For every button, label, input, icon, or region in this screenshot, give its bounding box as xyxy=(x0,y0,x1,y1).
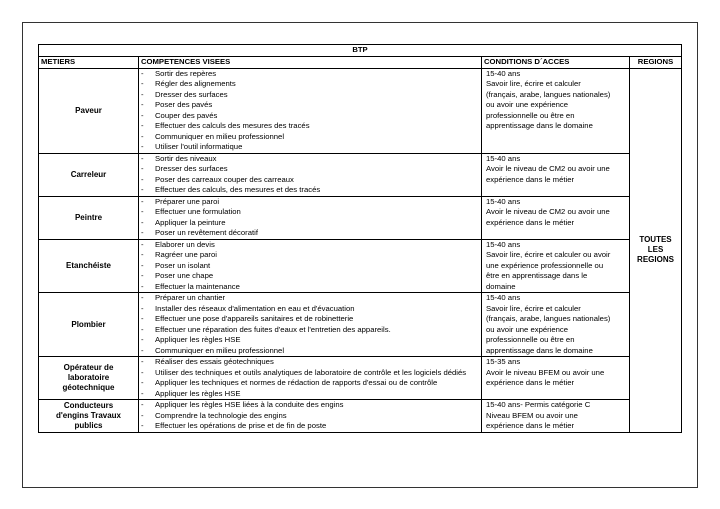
metier-cell xyxy=(39,357,139,400)
competence-item: - Régler des alignements xyxy=(139,79,481,90)
condition-line: 15-40 ans xyxy=(486,153,521,163)
condition-line: une expérience professionnelle ou xyxy=(486,260,604,270)
competences-cell xyxy=(139,400,482,433)
btp-table xyxy=(38,44,682,433)
competence-item: - Sortir des niveaux xyxy=(139,154,481,165)
competence-item: - Appliquer les techniques et normes de rédaction de rapports d'essai ou de contrôle xyxy=(139,378,481,389)
condition-line: Avoir le niveau de CM2 ou avoir une xyxy=(486,207,610,216)
competences-list xyxy=(139,69,481,153)
condition-line: Niveau BFEM ou avoir une xyxy=(486,410,578,420)
metier-cell xyxy=(39,400,139,433)
competence-item: - Ragréer une paroi xyxy=(139,250,481,261)
metier-name-line: géotechnique xyxy=(62,383,115,392)
condition-line: 15-40 ans xyxy=(486,196,521,206)
competence-item: - Effectuer la maintenance xyxy=(139,282,481,293)
competences-list xyxy=(139,154,481,196)
competence-item: - Effectuer des calculs, des mesures et des tracés xyxy=(139,185,481,196)
condition-line: ou avoir une expérience xyxy=(486,100,569,109)
competence-item: - Communiquer en milieu professionnel xyxy=(139,346,481,357)
competences-cell xyxy=(139,153,482,196)
condition-line: (français, arabe, langues nationales) xyxy=(486,314,611,323)
competence-item: - Elaborer un devis xyxy=(139,240,481,251)
conditions-cell xyxy=(482,153,630,196)
competence-item: - Poser un revêtement décoratif xyxy=(139,228,481,239)
condition-line: expérience dans le métier xyxy=(486,378,575,387)
header-regions: REGIONS xyxy=(630,57,682,69)
competence-item: - Poser une chape xyxy=(139,271,481,282)
table-row xyxy=(39,239,682,293)
condition-line: Avoir le niveau de CM2 ou avoir une xyxy=(486,164,610,173)
competence-item: - Sortir des repères xyxy=(139,69,481,80)
metier-cell xyxy=(39,293,139,357)
table-row xyxy=(39,293,682,357)
competences-list xyxy=(139,400,481,432)
condition-line: 15-40 ans xyxy=(486,68,521,78)
competence-item: - Poser des carreaux couper des carreaux xyxy=(139,175,481,186)
competences-cell xyxy=(139,357,482,400)
competences-cell xyxy=(139,68,482,153)
competence-item: - Effectuer les opérations de prise et de fin de poste xyxy=(139,421,481,432)
conditions-cell xyxy=(482,68,630,153)
condition-line: Savoir lire, écrire et calculer xyxy=(486,79,581,88)
metier-name-line: d'engins Travaux xyxy=(55,410,122,420)
table-title: BTP xyxy=(39,45,682,57)
competence-item: - Appliquer les règles HSE xyxy=(139,335,481,346)
competences-list xyxy=(139,293,481,356)
condition-line: domaine xyxy=(486,281,516,291)
conditions-cell xyxy=(482,293,630,357)
competence-item: - Réaliser des essais géotechniques xyxy=(139,357,481,368)
condition-line: 15-35 ans xyxy=(486,357,521,366)
competences-list xyxy=(139,357,481,399)
competence-item: - Utiliser l'outil informatique xyxy=(139,142,481,153)
metier-name-line: Peintre xyxy=(74,212,103,222)
conditions-cell xyxy=(482,196,630,239)
competences-cell xyxy=(139,239,482,293)
conditions-cell xyxy=(482,400,630,433)
competences-list xyxy=(139,197,481,239)
condition-line: expérience dans le métier xyxy=(486,174,575,184)
metier-name-line: Carreleur xyxy=(70,169,107,179)
competence-item: - Effectuer une formulation xyxy=(139,207,481,218)
competences-cell xyxy=(139,293,482,357)
regions-cell xyxy=(630,68,682,432)
competence-item: - Installer des réseaux d'alimentation en eau et d'évacuation xyxy=(139,304,481,315)
competence-item: - Utiliser des techniques et outils analytiques de laboratoire de contrôle et les logiciels dédiés xyxy=(139,368,481,379)
metier-cell xyxy=(39,239,139,293)
metier-cell xyxy=(39,153,139,196)
table-row xyxy=(39,196,682,239)
competence-item: - Communiquer en milieu professionnel xyxy=(139,132,481,143)
table-row xyxy=(39,153,682,196)
condition-line: être en apprentissage dans le xyxy=(486,271,588,280)
condition-line: expérience dans le métier xyxy=(486,217,575,227)
competence-item: - Dresser des surfaces xyxy=(139,90,481,101)
metier-name-line: laboratoire xyxy=(67,373,110,382)
table-row xyxy=(39,400,682,433)
header-metiers: METIERS xyxy=(39,57,139,69)
condition-line: 15-40 ans xyxy=(486,293,521,302)
competence-item: - Effectuer une pose d'appareils sanitaires et de robinetterie xyxy=(139,314,481,325)
regions-line: TOUTES xyxy=(639,235,672,244)
table-row xyxy=(39,68,682,153)
condition-line: Avoir le niveau BFEM ou avoir une xyxy=(486,367,605,377)
condition-line: apprentissage dans le domaine xyxy=(486,345,593,355)
metier-name-line: publics xyxy=(74,420,103,430)
competence-item: - Effectuer des calculs des mesures des tracés xyxy=(139,121,481,132)
metier-name-line: Conducteurs xyxy=(63,400,114,410)
header-conditions: CONDITIONS D´ACCES xyxy=(482,57,630,69)
conditions-cell xyxy=(482,357,630,400)
metier-name-line: Plombier xyxy=(71,319,106,329)
condition-line: 15-40 ans- Permis catégorie C xyxy=(486,400,591,409)
competence-item: - Appliquer la peinture xyxy=(139,218,481,229)
competence-item: - Comprendre la technologie des engins xyxy=(139,411,481,422)
conditions-cell xyxy=(482,239,630,293)
metier-cell xyxy=(39,68,139,153)
condition-line: professionnelle ou être en xyxy=(486,335,575,344)
table-row xyxy=(39,357,682,400)
competence-item: - Couper des pavés xyxy=(139,111,481,122)
condition-line: (français, arabe, langues nationales) xyxy=(486,89,611,99)
condition-line: Savoir lire, écrire et calculer ou avoir xyxy=(486,250,611,259)
regions-line: REGIONS xyxy=(637,255,674,264)
competence-item: - Appliquer les règles HSE xyxy=(139,389,481,400)
competence-item: - Préparer une paroi xyxy=(139,197,481,208)
regions-line: LES xyxy=(647,245,664,254)
header-competences: COMPETENCES VISEES xyxy=(139,57,482,69)
competence-item: - Effectuer une réparation des fuites d'eaux et l'entretien des appareils. xyxy=(139,325,481,336)
competence-item: - Poser un isolant xyxy=(139,261,481,272)
metier-name-line: Opérateur de xyxy=(63,363,114,372)
metier-name-line: Paveur xyxy=(75,105,102,115)
condition-line: Savoir lire, écrire et calculer xyxy=(486,303,581,313)
competence-item: - Appliquer les règles HSE liées à la conduite des engins xyxy=(139,400,481,411)
competence-item: - Préparer un chantier xyxy=(139,293,481,304)
metier-name-line: Etanchéiste xyxy=(66,260,111,270)
condition-line: apprentissage dans le domaine xyxy=(486,121,593,130)
condition-line: ou avoir une expérience xyxy=(486,324,569,334)
competences-list xyxy=(139,240,481,293)
condition-line: expérience dans le métier xyxy=(486,421,575,430)
competence-item: - Poser des pavés xyxy=(139,100,481,111)
condition-line: 15-40 ans xyxy=(486,239,521,249)
metier-cell xyxy=(39,196,139,239)
competences-cell xyxy=(139,196,482,239)
competence-item: - Dresser des surfaces xyxy=(139,164,481,175)
condition-line: professionnelle ou être en xyxy=(486,110,575,120)
